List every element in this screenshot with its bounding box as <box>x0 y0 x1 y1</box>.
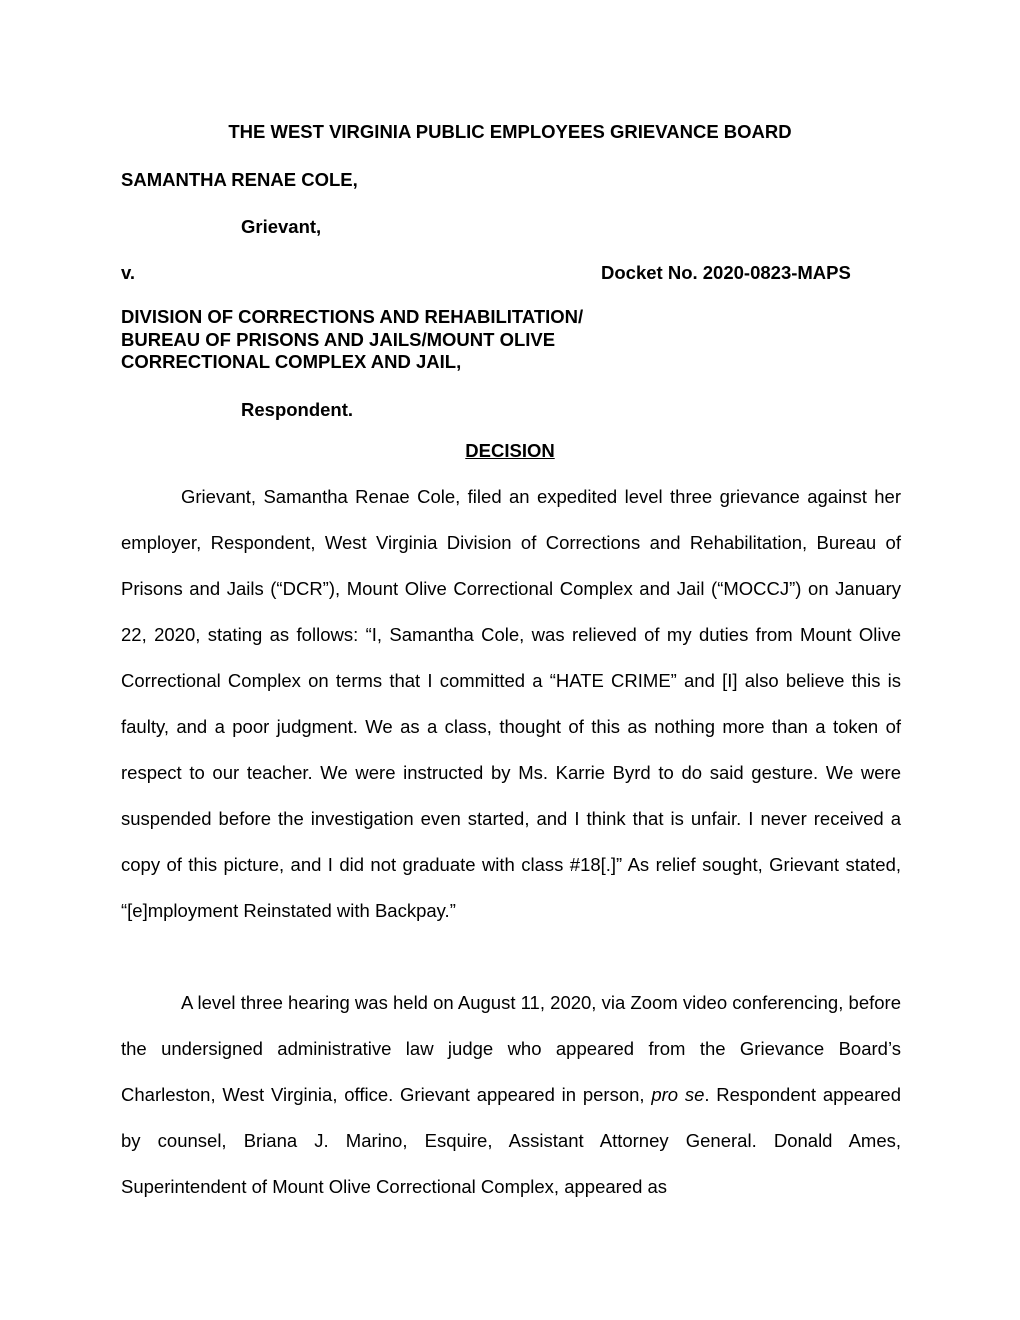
board-title: THE WEST VIRGINIA PUBLIC EMPLOYEES GRIEVANCE BOARD <box>228 121 792 142</box>
respondent-name <box>121 306 583 374</box>
respondent-line: DIVISION OF CORRECTIONS AND REHABILITATION/ <box>121 306 584 327</box>
respondent-line: BUREAU OF PRISONS AND JAILS/MOUNT OLIVE <box>121 328 556 350</box>
paragraph-2-text-before: A level three hearing was held on August 11, 2020, via Zoom video conferencing, before the undersigned administrative law judge who appeared from the Grievance Board’s Charleston, West Virginia, office. Grievant appeared in person, <box>121 992 901 1105</box>
grievant-label: Grievant, <box>241 216 322 237</box>
decision-paragraph-2 <box>121 980 901 1210</box>
pro-se-italic: pro se <box>651 1084 705 1105</box>
grievant-name: SAMANTHA RENAE COLE, <box>121 169 358 190</box>
paragraph-2-text-after: . Respondent appeared by counsel, Briana J. Marino, Esquire, Assistant Attorney General. Donald Ames, Superintendent of Mount Olive Correctional Complex, appeared as <box>121 1084 902 1197</box>
respondent-line: CORRECTIONAL COMPLEX AND JAIL, <box>121 351 462 372</box>
docket-number: Docket No. 2020-0823-MAPS <box>601 262 851 283</box>
versus-label: v. <box>121 262 136 283</box>
decision-heading: DECISION <box>465 440 555 461</box>
respondent-label: Respondent. <box>241 399 354 420</box>
decision-paragraph-1: Grievant, Samantha Renae Cole, filed an expedited level three grievance against her employer, Respondent, West Virginia Division of Corrections and Rehabilitation, Bureau of Prisons and Jails (“DCR”), Mount Olive Correctional Complex and Jail (“MOCCJ”) on January 22, 2020, stating as follows: “I, Samantha Cole, was relieved of my duties from Mount Olive Correctional Complex on terms that I committed a “HATE CRIME” and [I] also believe this is faulty, and a poor judgment. We as a class, thought of this as nothing more than a token of respect to our teacher. We were instructed by Ms. Karrie Byrd to do said gesture. We were suspended before the investigation even started, and I think that is unfair. I never received a copy of this picture, and I did not graduate with class #18[.]” As relief sought, Grievant stated, “[e]mployment Reinstated with Backpay.” <box>121 486 901 921</box>
